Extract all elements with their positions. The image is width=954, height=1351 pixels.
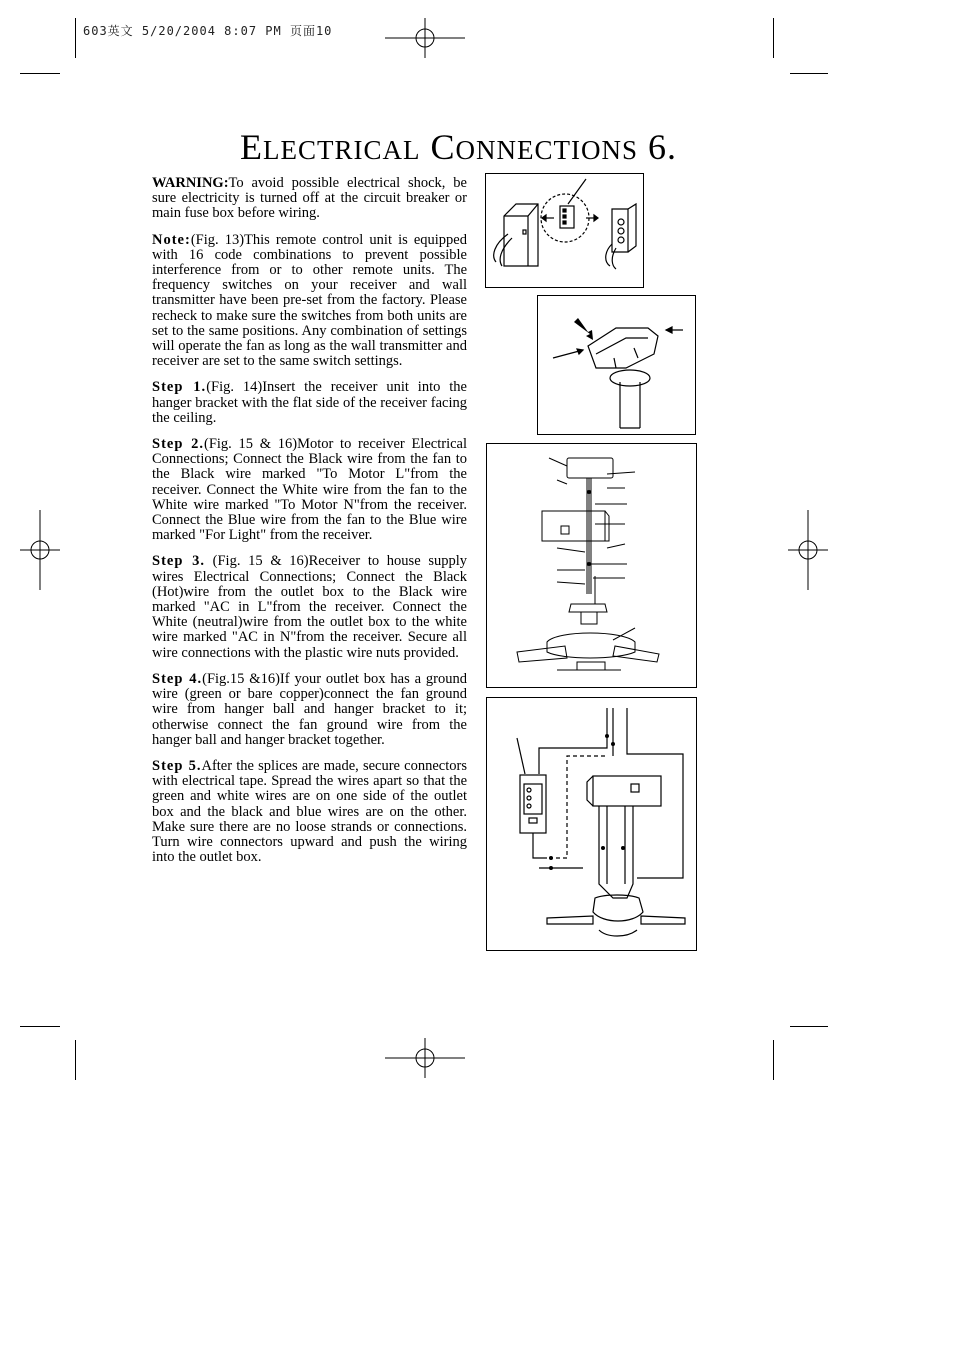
house-supply-wiring-illustration [487, 698, 696, 950]
step-3-paragraph: Step 3. (Fig. 15 & 16)Receiver to house supply wires Electrical Connections; Connect the Black (Hot)wire from the outlet box to the Black wire marked "AC in L"from the receiver. Connect the White (neutral)wire from the outlet box to the white wire marked "AC in N"from the receiver. Secure all wire connections with the plastic wire nuts provided. [152, 553, 467, 661]
print-slug: 603英文 5/20/2004 8:07 PM 页面10 [83, 24, 333, 38]
page-title: ELECTRICAL CONNECTIONS 6. [240, 127, 678, 167]
warning-paragraph: WARNING:To avoid possible electrical shock, be sure electricity is turned off at the circuit breaker or main fuse box before wiring. [152, 175, 467, 222]
crop-mark [790, 1026, 828, 1027]
transmitter-receiver-switch-illustration [486, 174, 643, 287]
crop-mark [773, 18, 774, 58]
step-1-paragraph: Step 1.(Fig. 14)Insert the receiver unit into the hanger bracket with the flat side of the receiver facing the ceiling. [152, 379, 467, 426]
figure-14 [537, 295, 696, 435]
registration-mark-left [20, 510, 60, 590]
crop-mark [773, 1040, 774, 1080]
receiver-into-bracket-illustration [538, 296, 695, 434]
crop-mark [20, 1026, 60, 1027]
registration-mark-top [385, 18, 465, 58]
figure-13 [485, 173, 644, 288]
figure-15 [486, 443, 697, 688]
crop-mark [790, 73, 828, 74]
crop-mark [75, 1040, 76, 1080]
step-5-paragraph: Step 5.After the splices are made, secure connectors with electrical tape. Spread the wires apart so that the green and white wires are on one side of the outlet box and the black and blue wires are on the other. Make sure there are no loose strands or connections. Turn wire connectors upward and push the wiring into the outlet box. [152, 757, 467, 866]
registration-mark-bottom [385, 1038, 465, 1078]
figure-16 [486, 697, 697, 951]
note-paragraph: Note:(Fig. 13)This remote control unit is equipped with 16 code combinations to prevent possible interference from or to other remote units. The frequency switches on your receiver and wall transmitter have been pre-set from the factory. Please recheck to make sure the switches from both units are set to the same positions. Any combination of settings will operate the fan as long as the wall transmitter and receiver are set to the same switch settings. [152, 231, 467, 370]
crop-mark [20, 73, 60, 74]
fan-receiver-wiring-illustration [487, 444, 696, 687]
step-4-paragraph: Step 4.(Fig.15 &16)If your outlet box has a ground wire (green or bare copper)connect the fan ground wire from hanger ball and hanger bracket to it; otherwise connect the fan ground wire from the hanger ball and hanger bracket together. [152, 670, 467, 748]
crop-mark [75, 18, 76, 58]
instructions-text [152, 176, 467, 876]
registration-mark-right [788, 510, 828, 590]
step-2-paragraph: Step 2.(Fig. 15 & 16)Motor to receiver Electrical Connections; Connect the Black wire from the fan to the Black wire marked "To Motor L"from the receiver. Connect the White wire from the fan to the White wire marked "To Motor N"from the receiver. Connect the Blue wire from the fan to the Blue wire marked "For Light" from the receiver. [152, 436, 467, 544]
